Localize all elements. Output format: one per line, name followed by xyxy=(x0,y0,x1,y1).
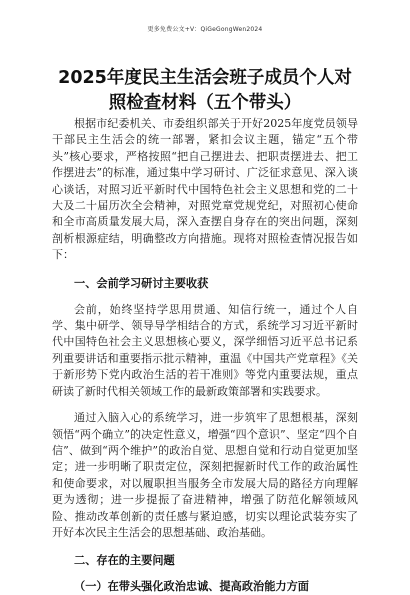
intro-paragraph: 根据市纪委机关、市委组织部关于开好2025年度党员领导干部民主生活会的统一部署，紧扣会议主题，锚定“五个带头”核心要求，严格按照“把自己摆进去、把职责摆进去、把工作摆进去”的标准，通过集中学习研讨、广泛征求意见、深入谈心谈话，对照习近平新时代中国特色社会主义思想和党的二十大及二十届历次全会精神，对照党章党规党纪，对照初心使命和全市高质量发展大局，深入查摆自身存在的突出问题，深刻剖析根源症结，明确整改方向措施。现将对照检查情况报告如下： xyxy=(52,117,358,262)
document-title: 2025年度民主生活会班子成员个人对照检查材料（五个带头） xyxy=(58,68,352,113)
header-note: 更多免费公文+V：QiGeGongWen2024 xyxy=(147,26,263,33)
document-body xyxy=(52,116,358,595)
section1-paragraph-2: 通过入脑入心的系统学习，进一步筑牢了思想根基，深刻领悟“两个确立”的决定性意义，增强“四个意识”、坚定“四个自信”、做到“两个维护”的政治自觉、思想自觉和行动自觉更加坚定；进一步明晰了职责定位，深刻把握新时代工作的政治属性和使命要求，对以履职担当服务全市发展大局的路径方向理解更为透彻；进一步提振了奋进精神，增强了防范化解领域风险、推动改革创新的责任感与紧迫感，切实以理论武装夯实了开好本次民主生活会的思想基础、政治基础。 xyxy=(52,411,358,539)
subsection-heading-1: （一）在带头强化政治忠诚、提高政治能力方面 xyxy=(74,580,309,594)
section-heading-2: 二、存在的主要问题 xyxy=(74,554,175,568)
section-heading-1: 一、会前学习研讨主要收获 xyxy=(74,276,209,290)
section1-paragraph-1: 会前，始终坚持学思用贯通、知信行统一，通过个人自学、集中研学、领导导学相结合的方式，系统学习习近平新时代中国特色社会主义思想核心要义，深学细悟习近平总书记系列重要讲话和重要指示批示精神，重温《中国共产党章程》《关于新形势下党内政治生活的若干准则》等党内重要法规，重点研读了新时代相关领域工作的最新政策部署和实践要求。 xyxy=(52,302,358,398)
